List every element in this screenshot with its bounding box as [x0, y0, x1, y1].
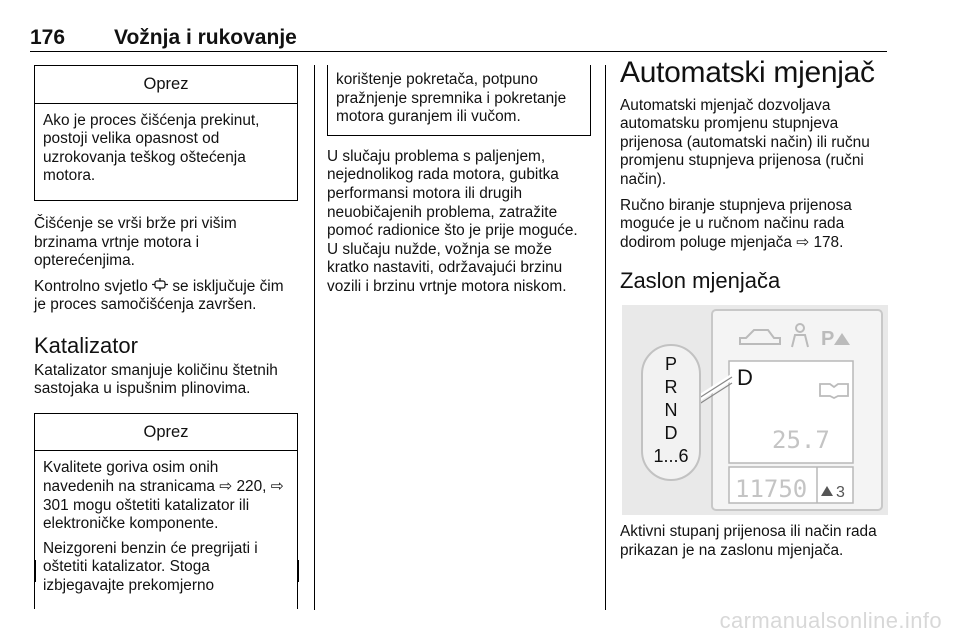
selector-label-p: P	[664, 353, 678, 374]
figure-caption: Aktivni stupanj prijenosa ili način rada prikazan je na zaslonu mjenjača.	[620, 522, 877, 559]
page-ref-178[interactable]: 178.	[813, 233, 844, 251]
display-top-indicator: P	[821, 327, 835, 350]
right-column	[620, 56, 890, 567]
paragraph-indicator	[34, 278, 298, 315]
heading-transmission-display: Zaslon mjenjača	[620, 268, 781, 294]
exhaust-warning-icon	[152, 278, 168, 297]
caution-1-paragraph: Ako je proces čišćenja prekinut, postoji velika opasnost od uzrokovanja teškog oštećenja motora.	[43, 111, 260, 185]
caution-2-text-before: Kvalitete goriva osim onih navedenih na stranicama	[43, 459, 219, 495]
para2-before: Kontrolno svjetlo	[34, 277, 148, 295]
caution-box-2-left-edge	[34, 560, 36, 582]
paragraph-ignition-problems: U slučaju problema s paljenjem, nejednolikog rada motora, gubitka performansi motora ili drugih neuobičajenih problema, zatražite pomoć radionice što je prije moguće. U slučaju nužde, vožnja se može kratko nastaviti, održavajući brzinu vozili i brzinu vrtnje motora niskom.	[327, 147, 578, 295]
caution-2-text-after: mogu oštetiti katalizator ili elektroničke komponente.	[43, 496, 250, 533]
caution-title-2: Oprez	[35, 414, 297, 452]
paragraph-manual-selection	[620, 197, 890, 253]
page-ref-arrow-icon: ⇨	[796, 233, 810, 251]
paragraph-automatic-modes: Automatski mjenjač dozvoljava automatsku promjenu stupnjeva prijenosa (automatski način) ili ručnu promjenu stupnjeva prijenosa (ručni način).	[620, 96, 870, 188]
display-gear-indicator: 3	[836, 483, 845, 501]
display-value: 25.7	[772, 425, 830, 454]
selector-label-n: N	[664, 399, 678, 420]
page-number: 176	[30, 26, 66, 49]
caution-continued-text	[328, 65, 590, 135]
header-rule	[30, 51, 887, 52]
page-ref-301[interactable]: 301	[43, 496, 69, 514]
caution-box-2	[34, 413, 298, 610]
caution-title-1: Oprez	[35, 66, 297, 104]
paragraph-cleaning-speed: Čišćenje se vrši brže pri višim brzinama vrtnje motora i opterećenjima.	[34, 214, 237, 270]
caution-2-paragraph-1	[43, 459, 289, 533]
page-ref-arrow-icon: ⇨	[219, 477, 233, 495]
display-gear-letter: D	[737, 364, 753, 390]
page-ref-220[interactable]: 220,	[236, 477, 267, 495]
selector-label-d: D	[664, 422, 678, 443]
caution-continued-paragraph: korištenje pokretača, potpuno pražnjenje spremnika i pokretanje motora guranjem ili vučom.	[336, 71, 567, 126]
caution-box-1	[34, 65, 298, 201]
column-divider-1	[314, 65, 315, 610]
selector-label-r: R	[664, 376, 678, 397]
manual-text: Ručno biranje stupnjeva prijenosa moguće je u ručnom načinu rada dodirom poluge mjenjača	[620, 196, 852, 251]
middle-column	[327, 65, 591, 304]
caution-2-paragraph-2: Neizgoreni benzin će pregrijati i oštetiti katalizator. Stoga izbjegavajte prekomjerno	[43, 539, 258, 594]
caution-box-2-continued	[327, 65, 591, 136]
transmission-display-illustration	[622, 305, 888, 515]
caution-box-2-right-edge	[297, 560, 299, 582]
display-odometer: 11750	[735, 474, 808, 503]
watermark: carmanualsonline.info	[719, 608, 942, 633]
heading-catalyst: Katalizator	[34, 332, 138, 358]
caution-text-1	[35, 104, 297, 200]
selector-label-manual: 1...6	[653, 445, 689, 466]
caution-text-2	[35, 451, 297, 609]
page-ref-arrow-icon: ⇨	[270, 477, 284, 495]
column-divider-2	[605, 65, 606, 610]
heading-automatic-transmission: Automatski mjenjač	[620, 56, 875, 89]
page-title: Vožnja i rukovanje	[114, 26, 297, 49]
left-column	[34, 65, 298, 609]
paragraph-catalyst: Katalizator smanjuje količinu štetnih sastojaka u ispušnim plinovima.	[34, 361, 278, 398]
para2-after: se isključuje čim je proces samočišćenja završen.	[34, 277, 284, 314]
